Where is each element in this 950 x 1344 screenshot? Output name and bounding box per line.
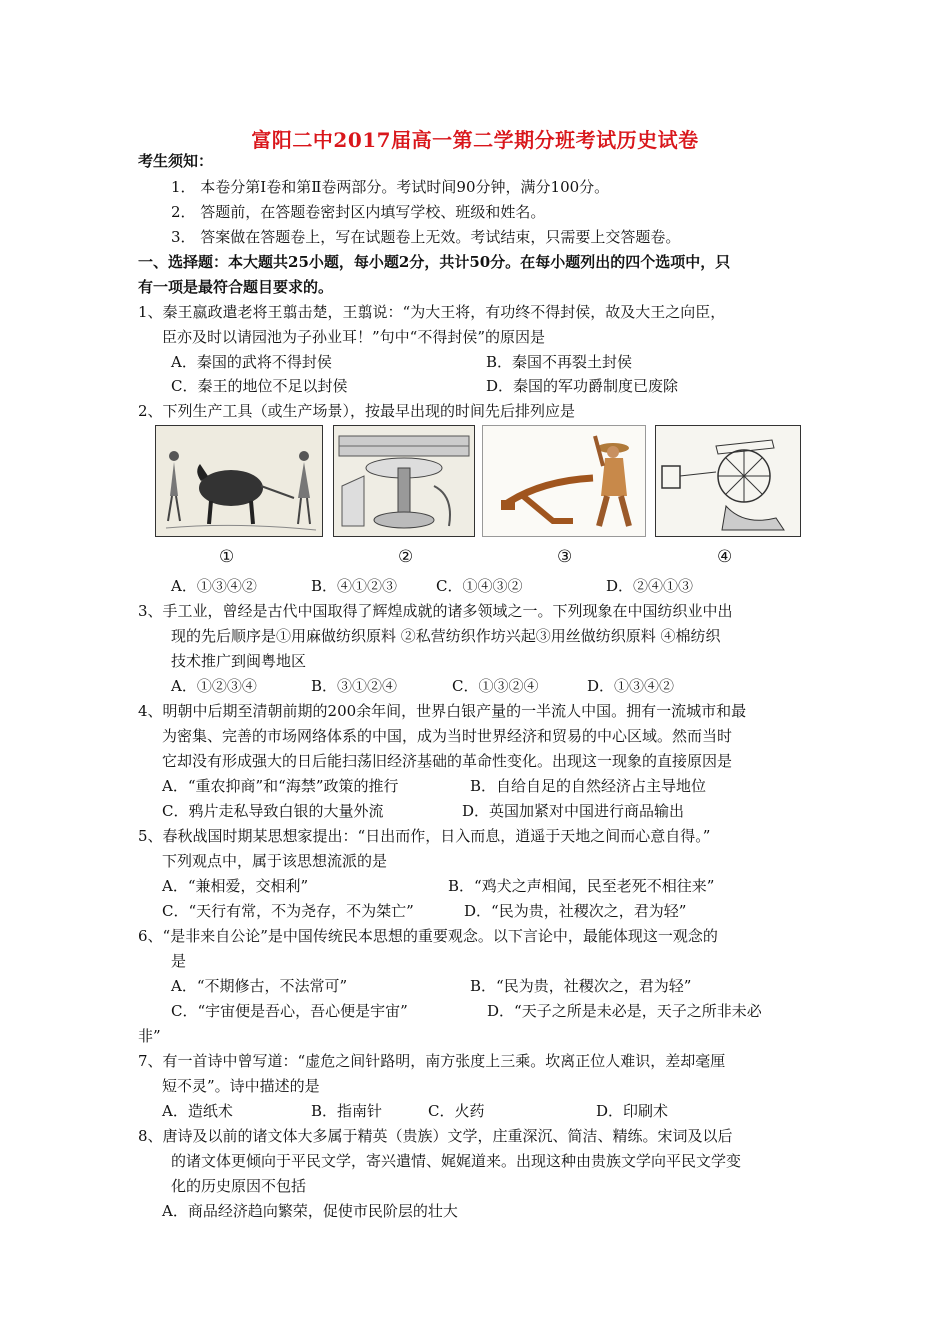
- question-3-cont: 现的先后顺序是①用麻做纺织原料 ②私营纺织作坊兴起③用丝做纺织原料 ④棉纺织: [171, 627, 721, 645]
- notice-heading: 考生须知：: [138, 152, 214, 170]
- q4-option-a: A．“重农抑商”和“海禁”政策的推行: [162, 777, 399, 795]
- question-5: 5、春秋战国时期某思想家提出：“日出而作，日入而息，逍遥于天地之间而心意自得。”: [138, 827, 711, 845]
- section-heading: 一、选择题：本大题共25小题，每小题2分，共计50分。在每小题列出的四个选项中，只: [138, 253, 731, 271]
- question-4: 4、明朝中后期至清朝前期的200余年间，世界白银产量的一半流人中国。拥有一流城市和最: [138, 702, 747, 720]
- image-spinning-wheel: [655, 425, 801, 537]
- q1-option-a: A．秦国的武将不得封侯: [171, 353, 332, 371]
- q3-option-c: C．①③②④: [452, 677, 539, 695]
- q1-option-b: B．秦国不再裂土封侯: [486, 353, 633, 371]
- q7-option-b: B．指南针: [311, 1102, 383, 1120]
- q8-option-a: A．商品经济趋向繁荣，促使市民阶层的壮大: [162, 1202, 458, 1220]
- notice-item: 2． 答题前，在答题卷密封区内填写学校、班级和姓名。: [171, 203, 546, 221]
- q1-option-c: C．秦王的地位不足以封侯: [171, 377, 348, 395]
- q4-option-d: D．英国加紧对中国进行商品输出: [462, 802, 685, 820]
- q7-option-d: D．印刷术: [596, 1102, 669, 1120]
- question-7: 7、有一首诗中曾写道：“虚危之间针路明，南方张度上三乘。坎离正位人难识，差却毫厘: [138, 1052, 726, 1070]
- section-heading-cont: 有一项是最符合题目要求的。: [138, 278, 334, 296]
- question-8-cont: 的诸文体更倾向于平民文学，寄兴遣情、娓娓道来。出现这种由贵族文学向平民文学变: [171, 1152, 742, 1170]
- image-water-mill: [333, 425, 475, 537]
- question-6: 6、“是非来自公论”是中国传统民本思想的重要观念。以下言论中，最能体现这一观念的: [138, 927, 718, 945]
- q2-option-d: D．②④①③: [606, 577, 694, 595]
- q5-option-c: C．“天行有常，不为尧存，不为桀亡”: [162, 902, 414, 920]
- q1-option-d: D．秦国的军功爵制度已废除: [486, 377, 679, 395]
- q6-option-a: A．“不期修古，不法常可”: [171, 977, 348, 995]
- question-1-cont: 臣亦及时以请园池为子孙业耳！”句中“不得封侯”的原因是: [162, 328, 546, 346]
- question-3-cont: 技术推广到闽粤地区: [171, 652, 307, 670]
- question-8: 8、唐诗及以前的诸文体大多属于精英（贵族）文学，庄重深沉、简洁、精练。宋词及以后: [138, 1127, 733, 1145]
- notice-item: 3． 答案做在答题卷上，写在试题卷上无效。考试结束，只需要上交答题卷。: [171, 228, 681, 246]
- question-2: 2、下列生产工具（或生产场景），按最早出现的时间先后排列应是: [138, 402, 576, 420]
- question-3: 3、手工业，曾经是古代中国取得了辉煌成就的诸多领域之一。下列现象在中国纺织业中出: [138, 602, 733, 620]
- q6-option-d: D．“天子之所是未必是，天子之所非未必: [487, 1002, 762, 1020]
- q2-option-a: A．①③④②: [171, 577, 257, 595]
- q3-option-b: B．③①②④: [311, 677, 398, 695]
- q7-option-c: C．火药: [428, 1102, 485, 1120]
- question-4-cont: 它却没有形成强大的日后能扫荡旧经济基础的革命性变化。出现这一现象的直接原因是: [162, 752, 733, 770]
- q6-option-b: B．“民为贵，社稷次之，君为轻”: [470, 977, 692, 995]
- q3-option-a: A．①②③④: [171, 677, 257, 695]
- q5-option-a: A．“兼相爱，交相利”: [162, 877, 309, 895]
- q4-option-c: C．鸦片走私导致白银的大量外流: [162, 802, 384, 820]
- q2-option-c: C．①④③②: [436, 577, 523, 595]
- notice-item: 1． 本卷分第Ⅰ卷和第Ⅱ卷两部分。考试时间90分钟，满分100分。: [171, 178, 610, 196]
- question-7-cont: 短不灵”。诗中描述的是: [162, 1077, 320, 1095]
- q4-option-b: B．自给自足的自然经济占主导地位: [470, 777, 707, 795]
- image-label-2: ②: [398, 547, 414, 567]
- q5-option-d: D．“民为贵，社稷次之，君为轻”: [464, 902, 687, 920]
- q3-option-d: D．①③④②: [587, 677, 675, 695]
- question-6-cont: 是: [171, 952, 187, 970]
- image-label-3: ③: [557, 547, 573, 567]
- q5-option-b: B．“鸡犬之声相闻，民至老死不相往来”: [448, 877, 715, 895]
- q6-option-c: C．“宇宙便是吾心，吾心便是宇宙”: [171, 1002, 408, 1020]
- exam-title: 富阳二中2017届高一第二学期分班考试历史试卷: [251, 128, 699, 152]
- question-8-cont: 化的历史原因不包括: [171, 1177, 307, 1195]
- q2-option-b: B．④①②③: [311, 577, 398, 595]
- image-plow-farmer: [482, 425, 646, 537]
- image-ox-plowing: [155, 425, 323, 537]
- image-label-1: ①: [219, 547, 235, 567]
- question-4-cont: 为密集、完善的市场网络体系的中国，成为当时世界经济和贸易的中心区域。然而当时: [162, 727, 733, 745]
- q6-option-d-cont: 非”: [138, 1027, 161, 1045]
- question-5-cont: 下列观点中，属于该思想流派的是: [162, 852, 388, 870]
- question-1: 1、秦王嬴政遣老将王翦击楚，王翦说：“为大王将，有功终不得封侯，故及大王之向臣，: [138, 303, 726, 321]
- q7-option-a: A．造纸术: [162, 1102, 233, 1120]
- image-label-4: ④: [717, 547, 733, 567]
